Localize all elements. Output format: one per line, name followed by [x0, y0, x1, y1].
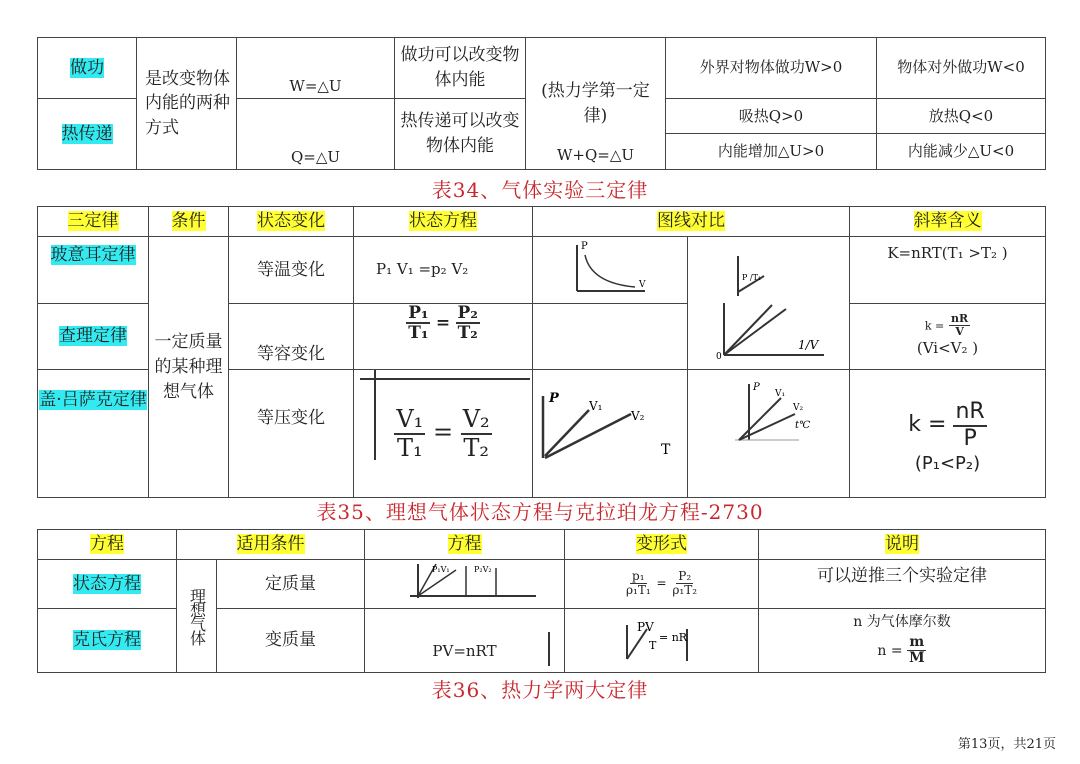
- crop-line-v: [374, 370, 376, 460]
- crop-line-h: [360, 378, 530, 380]
- eq-state: 状态方程: [38, 560, 177, 609]
- right-a-split: [666, 99, 877, 170]
- slope-charles: [850, 303, 1046, 369]
- line-p1: [739, 398, 781, 440]
- caption-36: 表36、热力学两大定律: [431, 678, 649, 702]
- page-footer: 第13页，共21页: [957, 737, 1056, 752]
- boyle-top-graph: [694, 256, 844, 296]
- header-note: 说明: [759, 530, 1046, 560]
- header-variant: 变形式: [565, 530, 759, 560]
- label-v2b: V₂: [792, 402, 803, 413]
- label-v1b: V₁: [774, 388, 785, 399]
- line-v2: [545, 414, 631, 458]
- state-eq-graph: [366, 560, 564, 600]
- change-isobaric: 等压变化: [229, 369, 354, 498]
- label-v2: V₂: [631, 408, 645, 423]
- eq-clapeyron: 克氏方程: [38, 608, 177, 673]
- eq-gay-lussac: $\frac{\text{V₁}}{\text{T₁}}$ = $\frac{\text{V₂}}{\text{T₂}}$: [354, 369, 533, 498]
- graph-boyle-pv: [533, 237, 688, 304]
- graph-gay-vt: [688, 369, 850, 498]
- note-clapeyron: [759, 608, 1046, 673]
- frac-nr-p: $\frac{nR}{P}$: [955, 399, 985, 451]
- law-boyle: 玻意耳定律: [38, 237, 149, 304]
- first-law-formula: W+Q=△U: [556, 146, 635, 165]
- n-formula: n = $\frac{m}{M}$: [877, 633, 925, 667]
- change-isochoric: 等容变化: [229, 303, 354, 369]
- law-gay-lussac: 盖·吕萨克定律: [38, 369, 149, 498]
- right-b-split: [877, 99, 1046, 170]
- desc-work: 做功可以改变物体内能: [395, 38, 526, 99]
- slope-note-gay: (P₁<P₂): [914, 452, 981, 474]
- graph-gay-pt: [533, 369, 688, 498]
- graph-boyle-inv-lower: [688, 303, 850, 369]
- header-state-equation: 状态方程: [354, 207, 533, 237]
- label-v: V: [639, 280, 646, 290]
- line-t2b: [724, 309, 786, 355]
- graph-state: [365, 560, 565, 609]
- boyle-curve-graph: [535, 237, 685, 295]
- label-p2v2: P₂V₂: [473, 565, 492, 574]
- eq-boyle: P₁ V₁ =p₂ V₂: [354, 237, 533, 304]
- desc-heat: 热传递可以改变物体内能: [395, 99, 526, 170]
- label-p4: P: [549, 390, 559, 406]
- frac-p2-rho1t2: $\frac{\text{P₂}}{\text{ρ₁T₂}}$: [672, 569, 698, 598]
- formula-work: W=△U: [237, 38, 395, 99]
- line-p2: [739, 414, 795, 440]
- graph-boyle-inv: [688, 237, 850, 304]
- first-law-title: (热力学第一定律): [541, 80, 650, 126]
- condition-cell: 一定质量的某种理想气体: [149, 237, 229, 498]
- note-state: 可以逆推三个实验定律: [759, 560, 1046, 609]
- caption-34: 表34、气体实验三定律: [431, 178, 649, 202]
- graph-charles-empty: [533, 303, 688, 369]
- mole-note: n 为气体摩尔数: [853, 614, 951, 631]
- slope-k-label-2: k =: [908, 412, 947, 438]
- right-b: 物体对外做功W<0: [877, 38, 1046, 99]
- formula-heat: Q=△U: [237, 99, 395, 170]
- change-isothermal: 等温变化: [229, 237, 354, 304]
- label-p: P: [581, 241, 588, 252]
- label-v1: V₁: [589, 398, 603, 413]
- frac-v1-t1: $\frac{\text{V₁}}{\text{T₁}}$: [396, 405, 424, 462]
- clapeyron-eq: PV=nRT: [432, 641, 497, 660]
- header-condition: 条件: [149, 207, 229, 237]
- line-t1b: [724, 305, 772, 355]
- label-p1v1: P₁V₁: [431, 565, 450, 574]
- header-applicable: 适用条件: [177, 530, 365, 560]
- first-law-name: [526, 38, 666, 170]
- frac-p1-rho1t1: $\frac{\text{p₁}}{\text{ρ₁T₁}}$: [625, 569, 651, 598]
- header-equation: 方程: [38, 530, 177, 560]
- ideal-condition: 理想气体: [177, 560, 217, 673]
- label-pv: PV: [636, 619, 654, 634]
- boyle-inverse-graph: [694, 303, 844, 361]
- frac-p2-t2: $\frac{\text{P₂}}{\text{T₂}}$: [457, 303, 478, 344]
- label-tc: t℃: [794, 419, 810, 431]
- label-t: T: [661, 441, 671, 458]
- clapeyron-eq-cell: [365, 608, 565, 673]
- gas-laws-table: [37, 206, 1046, 498]
- internal-decrease: 内能减少△U<0: [907, 142, 1015, 160]
- release-heat: 放热Q<0: [877, 99, 1045, 134]
- slope-note-charles: (Vi<V₂ ): [916, 338, 979, 357]
- label-nr: = nR: [658, 630, 687, 644]
- shared-method: 是改变物体内能的两种方式: [137, 38, 237, 170]
- scope-variable: 变质量: [217, 608, 365, 673]
- header-slope: 斜率含义: [850, 207, 1046, 237]
- eq-charles: $\frac{\text{P₁}}{\text{T₁}}$ = $\frac{\text{P₂}}{\text{T₂}}$: [354, 303, 533, 369]
- isotherm-curve: [585, 255, 635, 287]
- slope-k-label: k =: [924, 319, 945, 333]
- header-equation-2: 方程: [365, 530, 565, 560]
- line-v1: [545, 410, 589, 456]
- law-charles: 查理定律: [38, 303, 149, 369]
- label-work: 做功: [38, 38, 137, 99]
- label-1v: 1/V: [797, 338, 818, 353]
- frac-nr-v: $\frac{nR}{V}$: [951, 311, 969, 338]
- label-p5: P: [752, 381, 760, 393]
- frac-p1-t1: $\frac{\text{P₁}}{\text{T₁}}$: [408, 303, 429, 344]
- frac-m-M: $\frac{m}{M}$: [909, 633, 925, 667]
- slope-boyle: K=nRT(T₁ >T₂ ): [850, 237, 1046, 304]
- header-three-laws: 三定律: [38, 207, 149, 237]
- clapeyron-graph: [567, 609, 757, 665]
- first-law-table: [37, 37, 1046, 170]
- frac-v2-t2: $\frac{\text{V₂}}{\text{T₂}}$: [462, 405, 490, 462]
- variant-state: $\frac{\text{p₁}}{\text{ρ₁T₁}}$ = $\frac{\text{P₂}}{\text{ρ₁T₂}}$: [565, 560, 759, 609]
- ideal-gas-table: [37, 529, 1046, 673]
- right-a: 外界对物体做功W>0: [666, 38, 877, 99]
- label-heat: 热传递: [38, 99, 137, 170]
- arrow-up-mark: [548, 632, 550, 666]
- label-zero: 0: [715, 352, 722, 362]
- label-pt1: P /T₁: [741, 272, 761, 282]
- slope-gay-lussac: [850, 369, 1046, 498]
- label-t7: T: [648, 638, 656, 652]
- absorb-heat: 吸热Q>0: [666, 99, 876, 134]
- charles-pt-graph: [533, 370, 688, 490]
- header-graph: 图线对比: [533, 207, 850, 237]
- caption-35: 表35、理想气体状态方程与克拉珀龙方程-2730: [316, 500, 764, 524]
- header-state-change: 状态变化: [229, 207, 354, 237]
- gay-lussac-vt-graph: [689, 370, 849, 490]
- variant-clapeyron: [565, 608, 759, 673]
- internal-increase: 内能增加△U>0: [717, 142, 825, 160]
- scope-fixed: 定质量: [217, 560, 365, 609]
